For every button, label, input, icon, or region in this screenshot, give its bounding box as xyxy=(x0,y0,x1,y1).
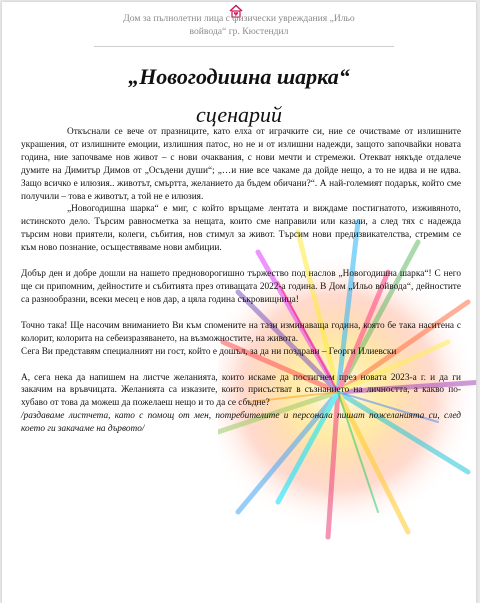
paragraph-special-guest: Сега Ви представям специалният ни гост, който е дошъл, за да ни поздрави – Георги Илиевски xyxy=(21,346,397,357)
header-line-1: Дом за пълнолетни лица с физически увреждания „Ильо xyxy=(123,13,355,24)
paragraph-intro: Откъснали се вече от празниците, като елха от играчките си, ние се очистваме от излишните украшения, от излишните емоции, излишния патос, но не и от излишни надежди, защото започвайки новата година, ние започваме нов живот – с нови очаквания, с нови мечти и стремежи. Отекват някъде отдалече думите на Димитър Димов от „Осъдени души“; „…и ние все чакаме да дойде нещо, а то не идва и не идва. Защо всичко е илюзия.. животът, смъртта, желанието да бъдем обичани?“. А най-големият подарък, който сме получили – това е животът, а той не е илюзия. xyxy=(21,127,461,202)
paragraph-stage-direction: /раздаваме листчета, като с помощ от мен, потребителите и персонала пишат пожеланията си, след което ги закачаме на дървото/ xyxy=(21,411,461,435)
header-divider xyxy=(94,46,394,47)
paragraph-wishes: А, сега нека да напишем на листче желанията, които искаме да постигнем през новата 2023-а г. и да ги закачим на връвчицата. Желанията са изказите, които присъстват в съзнанието на личността, а какво по-хубаво от това да можеш да пожелаеш нещо и то да се сбъдне? xyxy=(21,372,461,409)
document-page xyxy=(2,2,476,603)
paragraph-memories: Точно така! Ще насочим вниманието Ви към спомените на тази изминаваща година, която бе така наситена с колорит, колорита на себеизразяването, на възможностите, на живота. xyxy=(21,320,461,344)
document-body xyxy=(21,126,461,436)
document-header xyxy=(2,4,476,38)
header-line-2: войвода“ гр. Кюстендил xyxy=(189,26,289,37)
document-title: „Новогодишна шарка“ xyxy=(128,64,350,89)
paragraph-welcome: Добър ден и добре дошли на нашето предноворогишно тържество под наслов „Новогодишна шарка“! С него ще си припомним, дейностите и събитията през отиващата 2022-а година. В Дом „Ильо войвода“, дейностите са разнообразни, всеки месец е нов дар, а цяла година съкровищница! xyxy=(21,269,461,305)
document-subtitle: сценарий xyxy=(196,102,282,127)
paragraph-novogodishna-sharka: „Новогодишна шарка“ е миг, с който връщаме лентата и виждаме постигнатото, изживяното, истинското дело. Търсим равносметка за нещата, които сме направили или казали, а след тях с надежда търсим нови приятели, колеги, събития, нов стимул за живот. Търсим нови предизвикателства, стремим се към ново познание, осъществяваме нови амбиции. xyxy=(21,204,461,254)
